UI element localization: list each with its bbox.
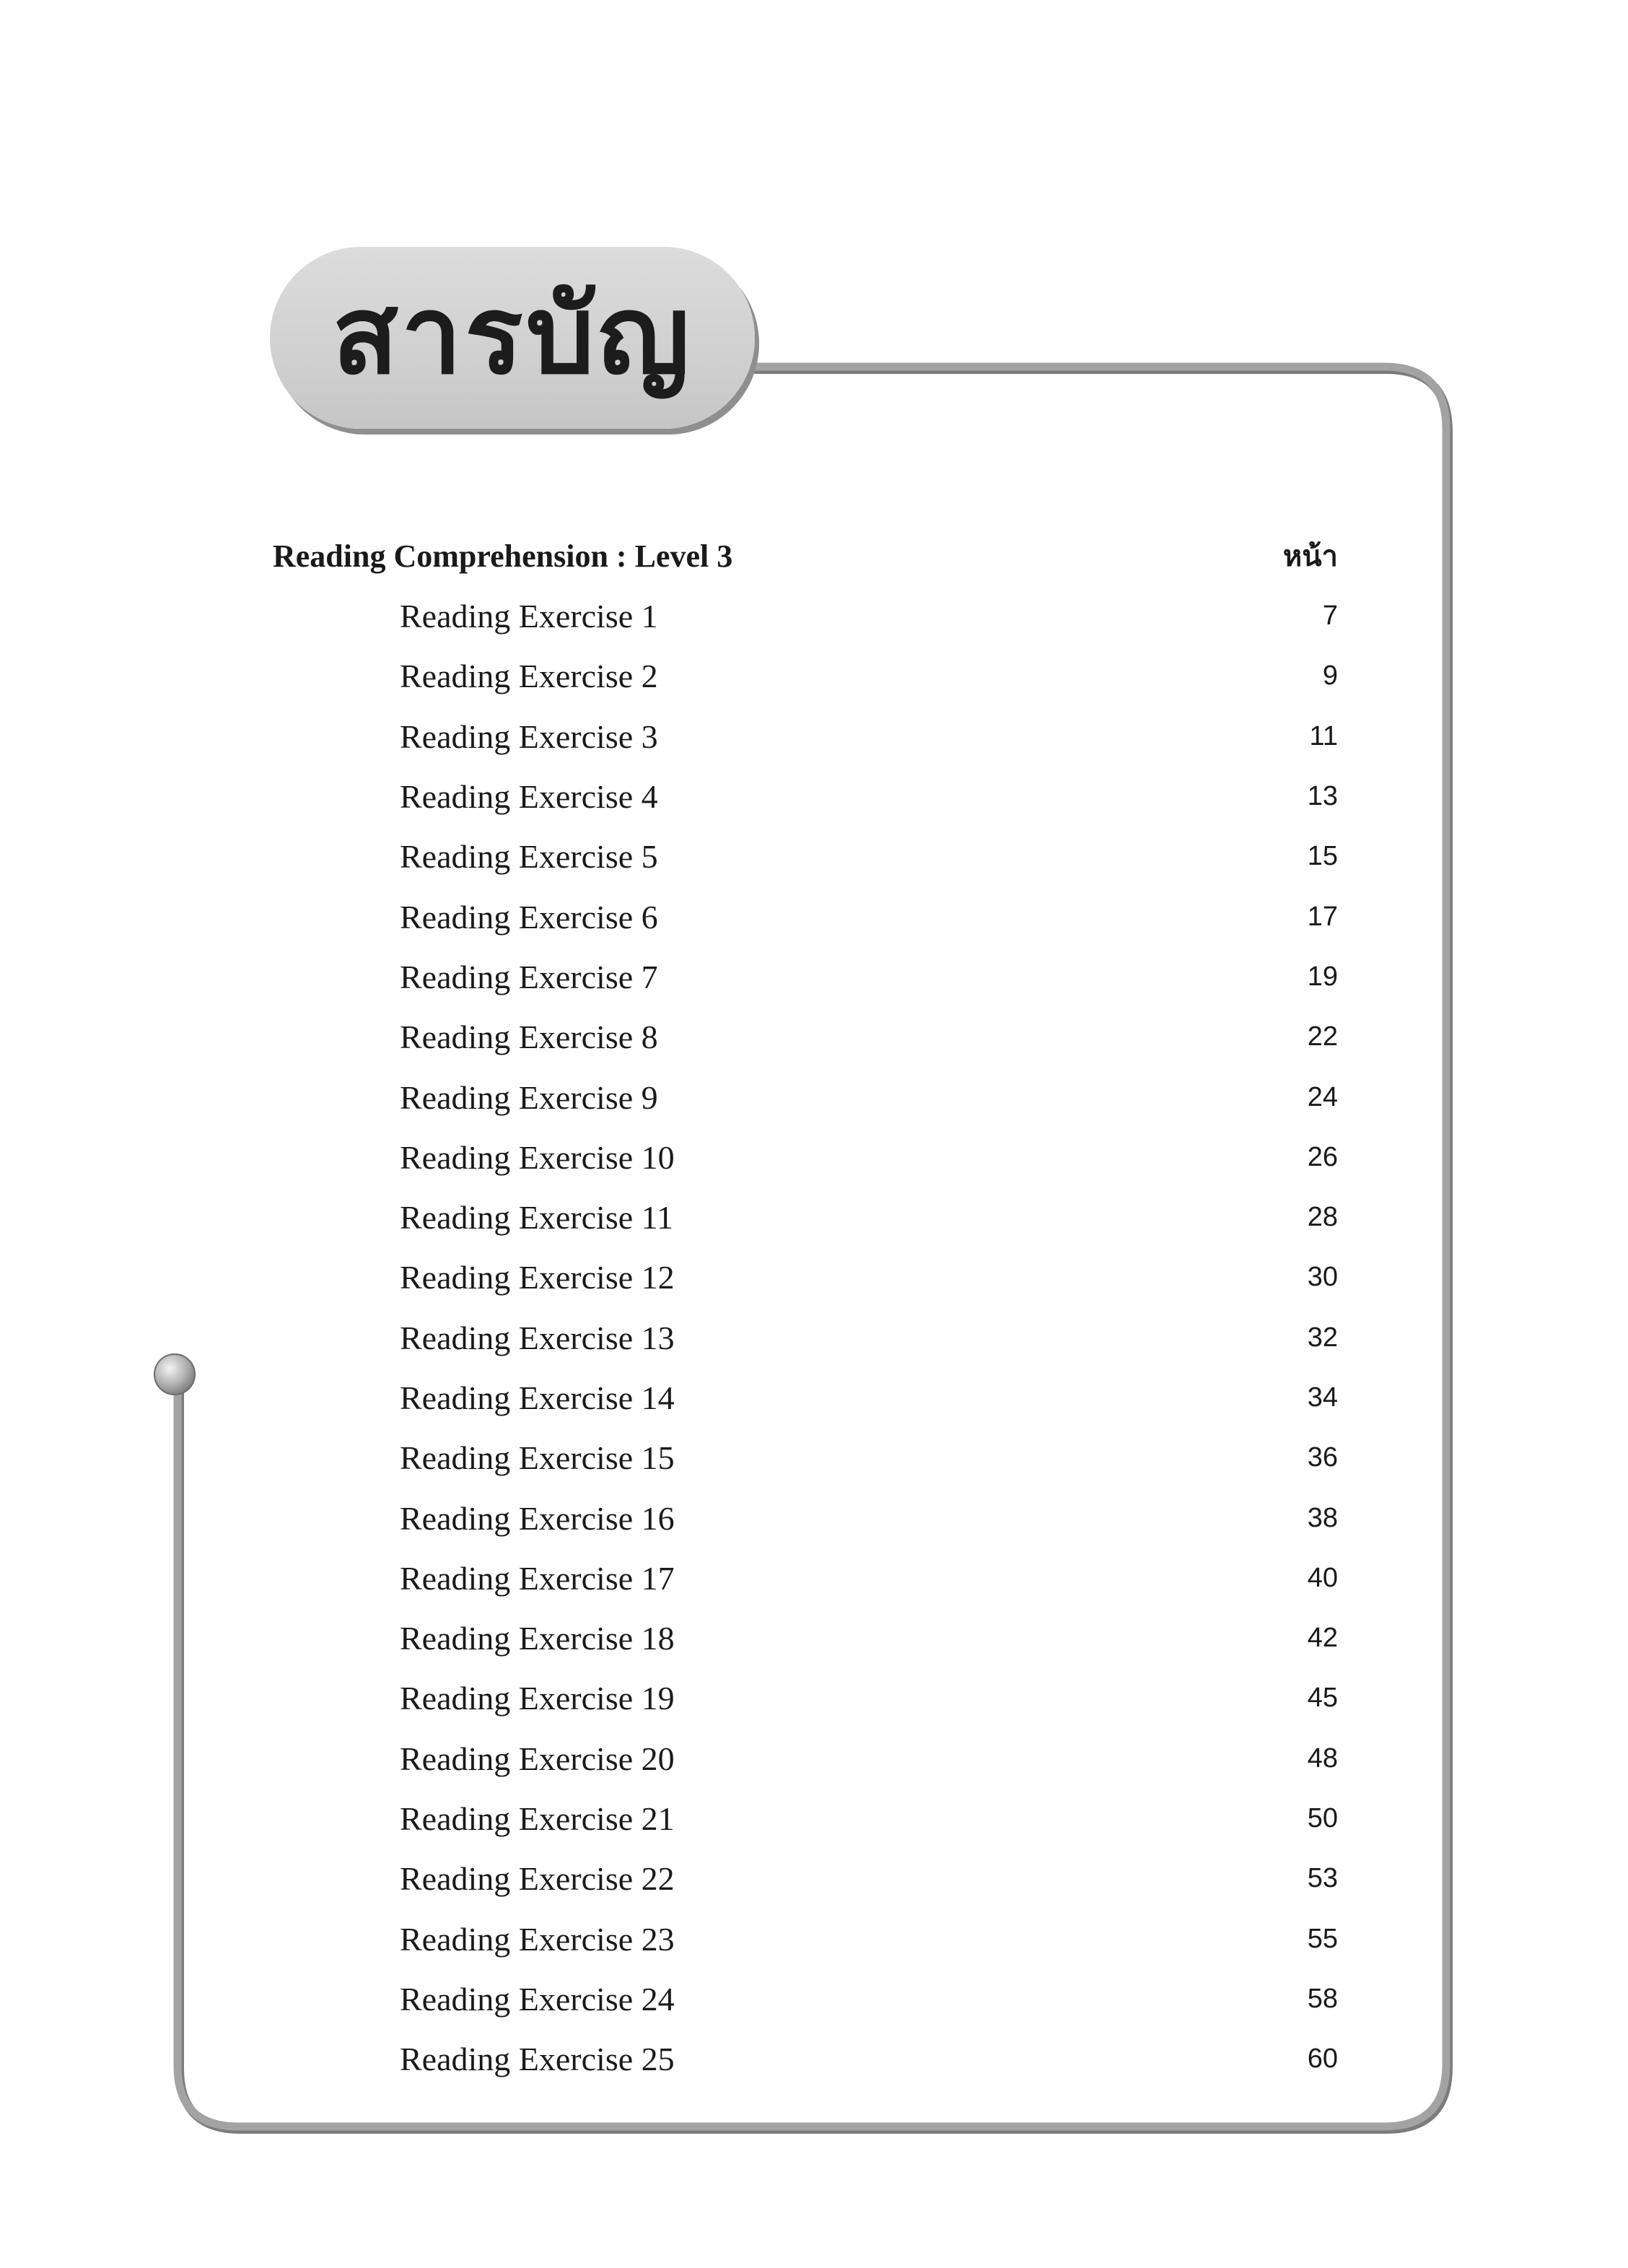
toc-entry-title: Reading Exercise 17 — [400, 1559, 675, 1597]
toc-entry-page: 55 — [1307, 1923, 1338, 1954]
toc-entry-page: 26 — [1307, 1141, 1338, 1172]
toc-entry-page: 36 — [1307, 1442, 1338, 1473]
toc-entry-title: Reading Exercise 16 — [400, 1499, 675, 1537]
toc-entry-page: 38 — [1307, 1502, 1338, 1533]
page-column-label: หน้า — [1282, 540, 1338, 573]
toc-entry[interactable] — [400, 1608, 1338, 1668]
toc-entry[interactable] — [400, 1067, 1338, 1127]
toc-entry[interactable] — [400, 1849, 1338, 1909]
toc-entry-page: 53 — [1307, 1863, 1338, 1894]
toc-entry-title: Reading Exercise 4 — [400, 778, 658, 816]
toc-entry[interactable] — [400, 1247, 1338, 1307]
toc-entry[interactable] — [400, 586, 1338, 646]
toc-entry[interactable] — [400, 1308, 1338, 1368]
toc-entry-title: Reading Exercise 11 — [400, 1199, 673, 1237]
toc-entry[interactable] — [400, 1187, 1338, 1247]
toc-entry-title: Reading Exercise 9 — [400, 1078, 658, 1116]
toc-entry-page: 19 — [1307, 961, 1338, 992]
toc-entry-page: 60 — [1307, 2044, 1338, 2075]
toc-entry-title: Reading Exercise 23 — [400, 1920, 675, 1958]
toc-entry-title: Reading Exercise 7 — [400, 958, 658, 995]
frame-ball-ornament — [154, 1354, 195, 1395]
toc-entry-page: 11 — [1309, 720, 1338, 751]
toc-entry-title: Reading Exercise 18 — [400, 1620, 675, 1657]
toc-entry-title: Reading Exercise 14 — [400, 1379, 675, 1416]
toc-entry[interactable] — [400, 1488, 1338, 1548]
toc-entry-page: 58 — [1307, 1983, 1338, 2014]
toc-entry-page: 30 — [1307, 1262, 1338, 1293]
toc-entry[interactable] — [400, 646, 1338, 706]
toc-entry-title: Reading Exercise 19 — [400, 1680, 675, 1717]
toc-entry-page: 17 — [1307, 901, 1338, 932]
toc-entry[interactable] — [400, 1789, 1338, 1849]
toc-entry[interactable] — [400, 1007, 1338, 1067]
toc-entry-title: Reading Exercise 22 — [400, 1860, 675, 1898]
toc-entry-page: 42 — [1307, 1623, 1338, 1654]
toc-entry-title: Reading Exercise 21 — [400, 1800, 675, 1838]
toc-entry-page: 50 — [1307, 1803, 1338, 1834]
toc-entry-title: Reading Exercise 1 — [400, 598, 658, 635]
toc-entry[interactable] — [400, 947, 1338, 1007]
toc-entry-title: Reading Exercise 24 — [400, 1980, 675, 2018]
toc-entry[interactable] — [400, 1368, 1338, 1428]
toc-header — [273, 525, 1338, 586]
toc-entry[interactable] — [400, 2029, 1338, 2089]
toc-entry[interactable] — [400, 886, 1338, 946]
toc-entry-page: 15 — [1307, 841, 1338, 872]
toc-entry-page: 13 — [1307, 781, 1338, 812]
toc-entry-title: Reading Exercise 25 — [400, 2041, 675, 2078]
toc-entry-title: Reading Exercise 3 — [400, 718, 658, 755]
toc-entry-page: 32 — [1307, 1322, 1338, 1353]
page-title: สารบัญ — [332, 273, 693, 398]
toc-entry[interactable] — [400, 1128, 1338, 1187]
toc-entry[interactable] — [400, 1548, 1338, 1608]
toc-entry[interactable] — [400, 1428, 1338, 1488]
toc-entry[interactable] — [400, 1729, 1338, 1789]
toc-heading: Reading Comprehension : Level 3 — [273, 538, 733, 574]
toc-entry-page: 24 — [1307, 1081, 1338, 1112]
toc-entry-page: 34 — [1307, 1382, 1338, 1413]
title-banner — [270, 247, 755, 429]
toc-entry[interactable] — [400, 1969, 1338, 2029]
toc-entry-page: 45 — [1307, 1683, 1338, 1714]
toc-entry-page: 28 — [1307, 1202, 1338, 1233]
toc-entry-title: Reading Exercise 13 — [400, 1319, 675, 1356]
toc-entry-page: 7 — [1322, 601, 1338, 632]
toc-entry-title: Reading Exercise 15 — [400, 1439, 675, 1477]
toc-entry-title: Reading Exercise 8 — [400, 1019, 658, 1056]
toc-entry-title: Reading Exercise 2 — [400, 658, 658, 695]
toc-entry-page: 40 — [1307, 1562, 1338, 1593]
toc-entry[interactable] — [400, 767, 1338, 826]
toc-entry[interactable] — [400, 1668, 1338, 1728]
toc-entry-title: Reading Exercise 5 — [400, 838, 658, 876]
toc-entry-title: Reading Exercise 20 — [400, 1740, 675, 1777]
toc-entry[interactable] — [400, 707, 1338, 767]
toc-entry-page: 9 — [1322, 660, 1338, 692]
toc-entry-page: 22 — [1307, 1021, 1338, 1052]
toc-entry[interactable] — [400, 826, 1338, 886]
toc-entry-title: Reading Exercise 6 — [400, 898, 658, 935]
toc-list — [400, 586, 1338, 2089]
toc-entry-title: Reading Exercise 10 — [400, 1138, 675, 1176]
toc-entry-title: Reading Exercise 12 — [400, 1259, 675, 1296]
toc-entry[interactable] — [400, 1909, 1338, 1969]
toc-entry-page: 48 — [1307, 1743, 1338, 1774]
